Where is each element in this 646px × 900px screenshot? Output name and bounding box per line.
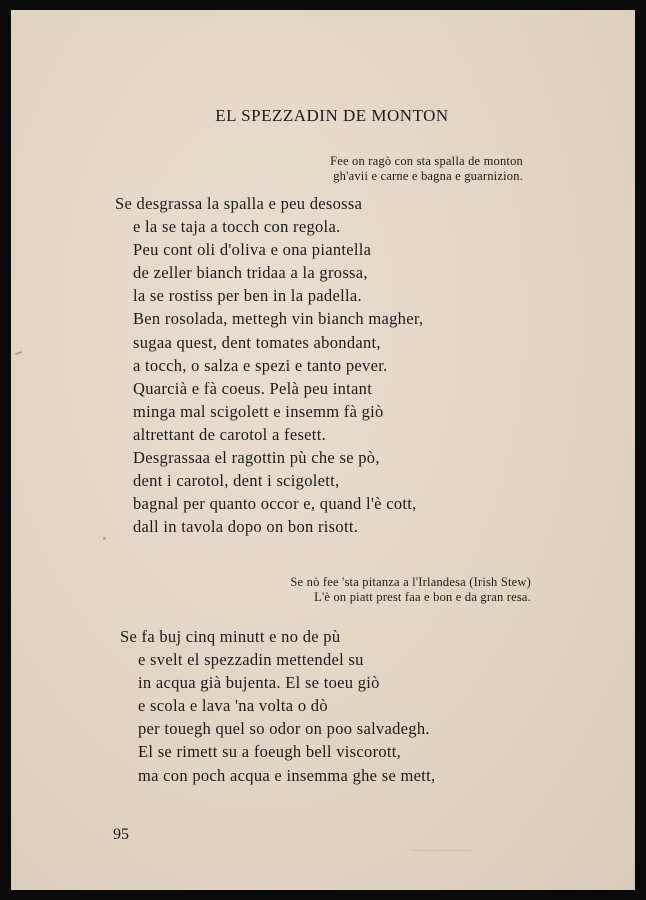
epigraph-line: Se nò fee 'sta pitanza a l'Irlandesa (Irish Stew) (290, 575, 531, 589)
verse-line: Desgrassaa el ragottin pù che se pò, (133, 448, 380, 468)
poem-title: EL SPEZZADIN DE MONTON (215, 106, 449, 125)
page-number: 95 (113, 826, 129, 843)
verse-line: in acqua già bujenta. El se toeu giò (138, 673, 380, 693)
verse-line: Se fa buj cinq minutt e no de pù (120, 627, 341, 646)
paper-speck (411, 850, 471, 851)
verse-line: la se rostiss per ben in la padella. (133, 286, 362, 306)
verse-line: e scola e lava 'na volta o dò (138, 696, 328, 716)
epigraph-middle (290, 575, 531, 605)
verse-line: altrettant de carotol a fesett. (133, 424, 326, 444)
verse-line: sugaa quest, dent tomates abondant, (133, 332, 381, 352)
verse-line: Ben rosolada, mettegh vin bianch magher, (133, 309, 424, 329)
verse-line: per touegh quel so odor on poo salvadegh. (138, 719, 430, 739)
verse-line: Se desgrassa la spalla e peu desossa (115, 194, 363, 213)
stanza-second (120, 625, 435, 787)
epigraph-top (330, 154, 523, 184)
epigraph-line: Fee on ragò con sta spalla de monton (330, 154, 523, 168)
verse-line: a tocch, o salza e spezi e tanto pever. (133, 355, 388, 375)
epigraph-line: L'è on piatt prest faa e bon e da gran resa. (314, 590, 531, 604)
verse-line: bagnal per quanto occor e, quand l'è cott, (133, 494, 417, 514)
book-page (11, 10, 635, 890)
stanza-first (115, 192, 423, 538)
verse-line: El se rimett su a foeugh bell viscorott, (138, 742, 402, 762)
verse-line: Peu cont oli d'oliva e ona piantella (133, 240, 372, 260)
verse-line: minga mal scigolett e insemm fà giò (133, 401, 384, 421)
verse-line: dall in tavola dopo on bon risott. (133, 517, 359, 537)
verse-line: e la se taja a tocch con regola. (133, 217, 341, 237)
verse-line: Quarcià e fà coeus. Pelà peu intant (133, 378, 373, 398)
paper-speck (103, 537, 106, 540)
epigraph-line: gh'avii e carne e bagna e guarnizion. (333, 169, 523, 183)
verse-line: e svelt el spezzadin mettendel su (138, 650, 364, 670)
verse-line: de zeller bianch tridaa a la grossa, (133, 263, 368, 283)
paper-speck (15, 351, 22, 355)
verse-line: ma con poch acqua e insemma ghe se mett, (138, 765, 436, 785)
verse-line: dent i carotol, dent i scigolett, (133, 471, 340, 491)
